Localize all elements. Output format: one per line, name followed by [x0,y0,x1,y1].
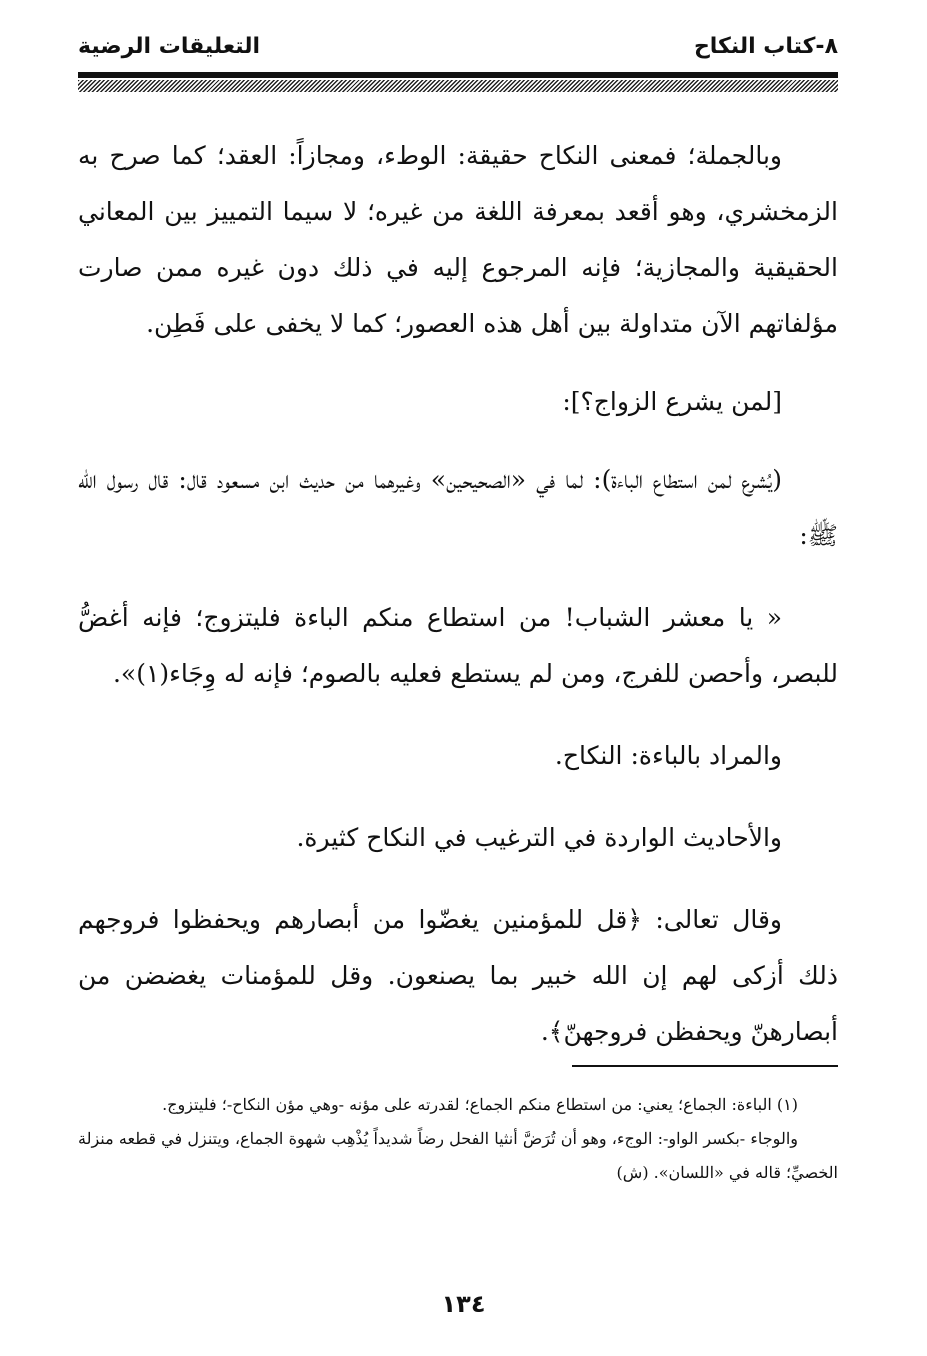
header-hatched-band [78,80,838,92]
chapter-title: ٨-كتاب النكاح [693,34,838,59]
page-header [78,26,838,66]
footnote-1: (١) الباءة: الجماع؛ يعني: من استطاع منكم الجماع؛ لقدرته على مؤنه -وهي مؤن النكاح-؛ فليتزوج. [162,1095,798,1114]
section-heading: [لمن يشرع الزواج؟]: [562,387,782,416]
paragraph-legislation: (يُشرع لمن استطاع الباءة): لما في «الصحيحين» وغيرهما من حديث ابن مسعود قال: قال رسول الله ﷺ: [78,465,838,550]
main-text [78,128,838,1060]
paragraph-definition: وبالجملة؛ فمعنى النكاح حقيقة: الوطء، ومجازاً: العقد؛ كما صرح به الزمخشري، وهو أقعد بمعرفة اللغة من غيره؛ لا سيما التمييز بين المعاني الحقيقية والمجازية؛ فإنه المرجوع إليه في ذلك دون غيره ممن صارت مؤلفاتهم الآن متداولة بين أهل هذه العصور؛ كما لا يخفى على فَطِن. [78,141,838,338]
page-number: ١٣٤ [441,1290,486,1318]
header-rule [78,72,838,78]
paragraph-quran-verse: وقال تعالى: ﴿قل للمؤمنين يغضّوا من أبصارهم ويحفظوا فروجهم ذلك أزكى لهم إن الله خبير بما يصنعون. وقل للمؤمنات يغضضن من أبصارهنّ ويحفظن فروجهنّ﴾. [78,905,838,1046]
book-title: التعليقات الرضية [78,34,261,59]
paragraph-meaning: والمراد بالباءة: النكاح. [554,741,782,770]
paragraph-hadiths: والأحاديث الواردة في الترغيب في النكاح كثيرة. [296,823,782,852]
hadith-quote: « يا معشر الشباب! من استطاع منكم الباءة فليتزوج؛ فإنه أغضُّ للبصر، وأحصن للفرج، ومن لم يستطع فعليه بالصوم؛ فإنه له وِجَاء(١)». [78,603,838,688]
footnote-separator [572,1065,838,1067]
footnote-1-continued: والوجاء -بكسر الواو-: الوجء، وهو أن تُرَضَّ أنثيا الفحل رضاً شديداً يُذْهِب شهوة الجماع، ويتنزل في قطعه منزلة الخصيِّ؛ قاله في «اللسان». (ش) [78,1129,838,1182]
footnotes [78,1088,838,1190]
